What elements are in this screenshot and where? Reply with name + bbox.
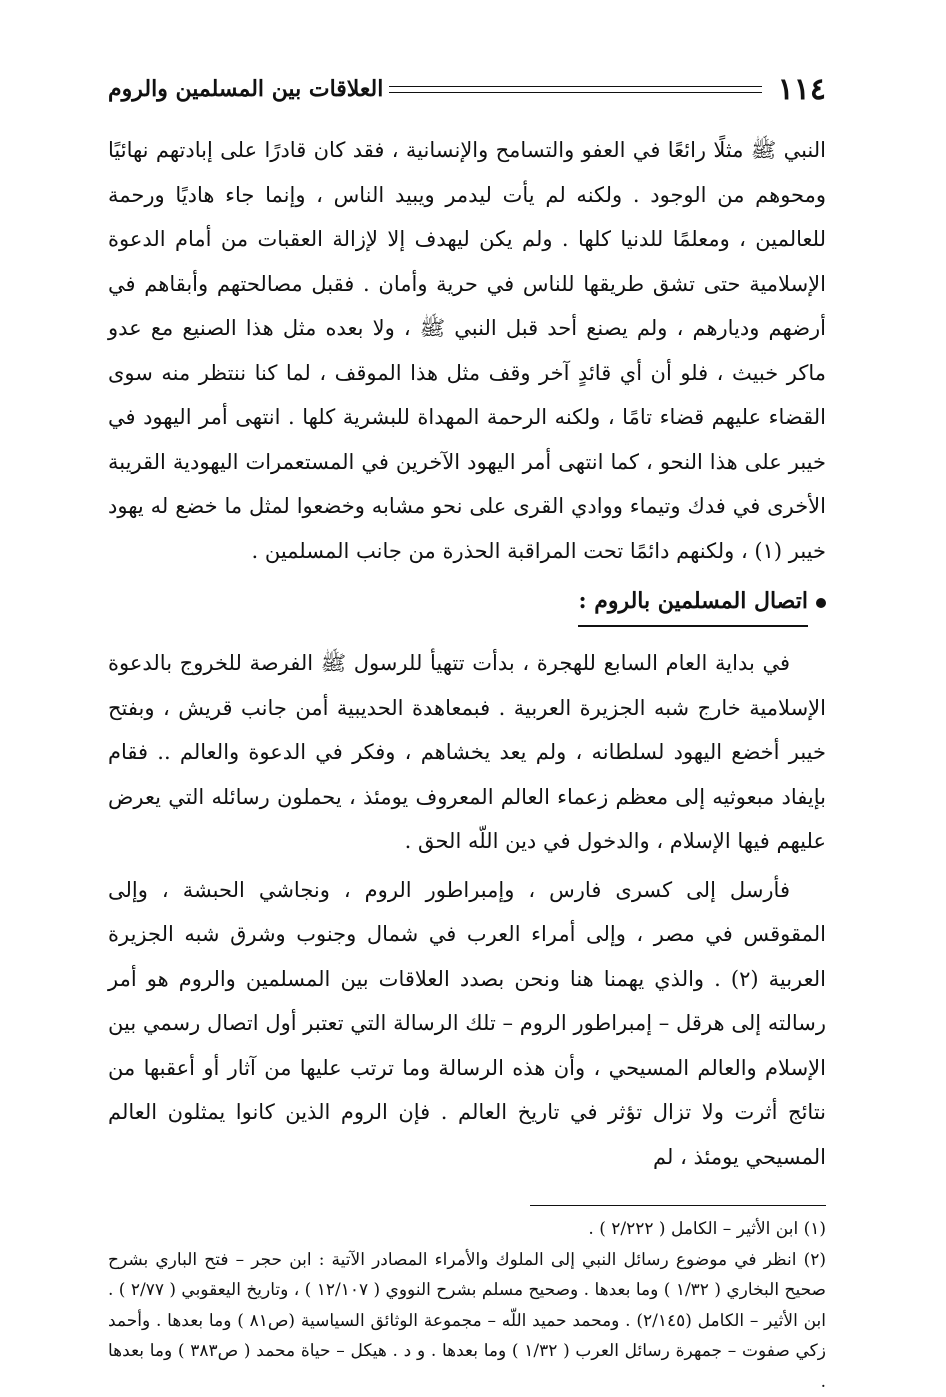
running-title: العلاقات بين المسلمين والروم — [108, 76, 383, 102]
bullet-icon — [816, 598, 826, 608]
book-page — [108, 62, 826, 1397]
header-double-rule — [389, 86, 761, 93]
body-paragraph-2: في بداية العام السابع للهجرة ، بدأت تتهيأ للرسول ﷺ الفرصة للخروج بالدعوة الإسلامية خارج شبه الجزيرة العربية . فبمعاهدة الحديبية أمن جانب قريش ، وبفتح خيبر أخضع اليهود لسلطانه ، ولم يعد يخشاهم ، وفكر في الدعوة والعالم .. فقام بإيفاد مبعوثيه إلى معظم زعماء العالم المعروف يومئذ ، يحملون رسائله التي يعرض عليهم فيها الإسلام ، والدخول في دين اللّه الحق . — [108, 641, 826, 864]
footnote-separator — [530, 1205, 826, 1206]
footnote-2: (٢) انظر في موضوع رسائل النبي إلى الملوك والأمراء المصادر الآتية : ابن حجر – فتح الباري بشرح صحيح البخاري ( ١/٣٢ ) وما بعدها . وصحيح مسلم بشرح النووي ( ١٢/١٠٧ ) ، وتاريخ اليعقوبي ( ٢/٧٧ ) . ابن الأثير – الكامل (٢/١٤٥) . ومحمد حميد اللّه – مجموعة الوثائق السياسية (ص٨١ ) وما بعدها . وأحمد زكي صفوت – جمهرة رسائل العرب ( ١/٣٢ ) وما بعدها . و د . هيكل – حياة محمد ( ص٣٨٣ ) وما بعدها . — [108, 1245, 826, 1397]
footnote-1: (١) ابن الأثير – الكامل ( ٢/٢٢٢ ) . — [108, 1214, 826, 1245]
page-header — [108, 62, 826, 116]
page-number: ١١٤ — [778, 72, 826, 107]
section-heading-text: اتصال المسلمين بالروم : — [578, 579, 808, 627]
section-heading — [108, 579, 826, 627]
body-paragraph-1: النبي ﷺ مثلًا رائعًا في العفو والتسامح والإنسانية ، فقد كان قادرًا على إبادتهم نهائيًا ومحوهم من الوجود . ولكنه لم يأت ليدمر ويبيد الناس ، وإنما جاء هاديًا ورحمة للعالمين ، ومعلمًا للدنيا كلها . ولم يكن ليهدف إلا لإزالة العقبات من أمام الدعوة الإسلامية حتى تشق طريقها للناس في حرية وأمان . فقبل مصالحتهم وأبقاهم في أرضهم وديارهم ، ولم يصنع أحد قبل النبي ﷺ ، ولا بعده مثل هذا الصنيع مع عدو ماكر خبيث ، فلو أن أي قائدٍ آخر وقف مثل هذا الموقف ، لما كنا ننتظر منه سوى القضاء عليهم قضاء تامًا ، ولكنه الرحمة المهداة للبشرية كلها . انتهى أمر اليهود في خيبر على هذا النحو ، كما انتهى أمر اليهود الآخرين في المستعمرات اليهودية القريبة الأخرى في فدك وتيماء ووادي القرى على نحو مشابه وخضعوا لمثل ما خضع له يهود خيبر (١) ، ولكنهم دائمًا تحت المراقبة الحذرة من جانب المسلمين . — [108, 128, 826, 573]
body-paragraph-3: فأرسل إلى كسرى فارس ، وإمبراطور الروم ، ونجاشي الحبشة ، وإلى المقوقس في مصر ، وإلى أمراء العرب في شمال وجنوب وشرق شبه الجزيرة العربية (٢) . والذي يهمنا هنا ونحن بصدد العلاقات بين المسلمين والروم هو أمر رسالته إلى هرقل – إمبراطور الروم – تلك الرسالة التي تعتبر أول اتصال رسمي بين الإسلام والعالم المسيحي ، وأن هذه الرسالة وما ترتب عليها من آثار أو أعقبها من نتائج أثرت ولا تزال تؤثر في تاريخ العالم . فإن الروم الذين كانوا يمثلون العالم المسيحي يومئذ ، لم — [108, 868, 826, 1180]
